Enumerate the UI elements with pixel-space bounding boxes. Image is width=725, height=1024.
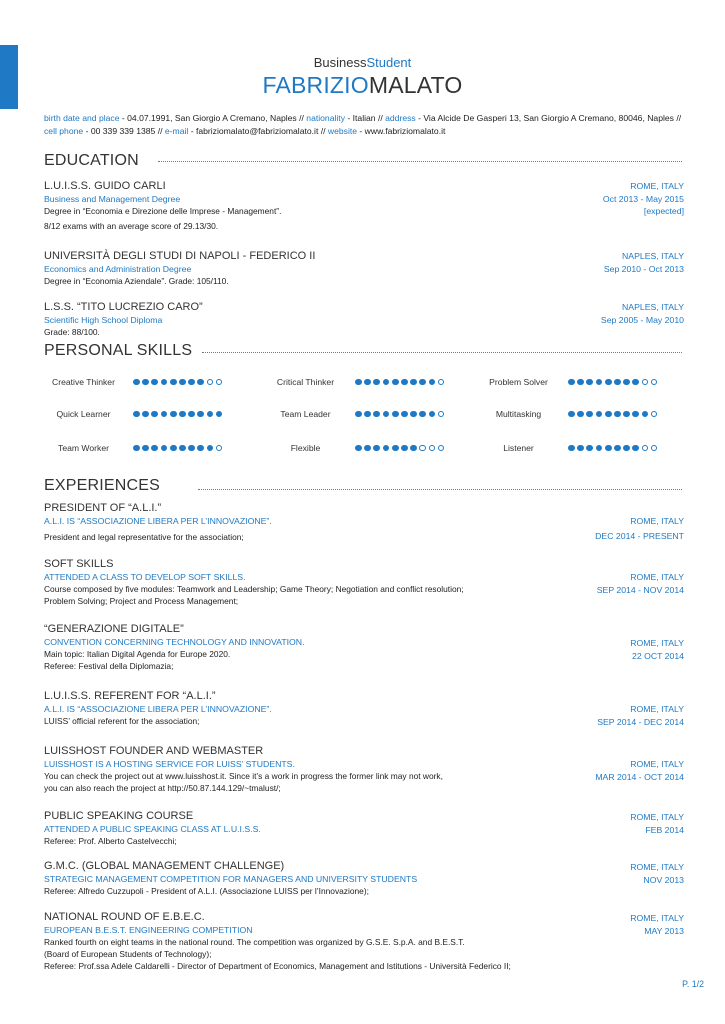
rating-dot-filled: [401, 445, 408, 452]
experience-title: PUBLIC SPEAKING COURSE: [44, 810, 194, 822]
experience-title: SOFT SKILLS: [44, 558, 114, 570]
skill-row: [258, 443, 444, 453]
entry-location: ROME, ITALY: [630, 516, 684, 526]
rating-dot-empty: [438, 379, 445, 386]
rating-dot-empty: [207, 379, 214, 386]
entry-location: ROME, ITALY: [630, 638, 684, 648]
section-divider: [198, 489, 682, 490]
rating-dot-filled: [355, 379, 362, 386]
rating-dot-empty: [438, 411, 445, 418]
entry-description: Problem Solving; Project and Process Management;: [44, 596, 239, 606]
rating-dot-filled: [179, 411, 186, 418]
experience-subtitle: A.L.I. IS “ASSOCIAZIONE LIBERA PER L’INNOVAZIONE”.: [44, 704, 272, 714]
rating-dot-empty: [216, 379, 223, 386]
rating-dot-filled: [419, 411, 426, 418]
rating-dot-filled: [133, 411, 140, 418]
header: [0, 55, 725, 99]
institution-name: L.U.I.S.S. GUIDO CARLI: [44, 180, 166, 192]
experience-subtitle: A.L.I. IS “ASSOCIAZIONE LIBERA PER L’INNOVAZIONE”.: [44, 516, 272, 526]
rating-dot-filled: [179, 445, 186, 452]
experience-title: PRESIDENT OF “A.L.I.”: [44, 502, 162, 514]
experience-title: LUISSHOST FOUNDER AND WEBMASTER: [44, 745, 264, 757]
rating-dot-filled: [614, 445, 621, 452]
entry-dates: Sep 2010 - Oct 2013: [603, 263, 684, 274]
rating-dot-filled: [596, 445, 603, 452]
page-number: P. 1/2: [682, 979, 704, 989]
experience-entry: [44, 810, 684, 847]
experience-entry: [44, 911, 684, 972]
rating-dot-filled: [577, 411, 584, 418]
entry-dates: 22 OCT 2014: [632, 650, 684, 661]
rating-dot-filled: [207, 411, 214, 418]
experience-subtitle: ATTENDED A CLASS TO DEVELOP SOFT SKILLS.: [44, 572, 246, 582]
rating-dot-filled: [568, 411, 575, 418]
skill-label: Listener: [503, 443, 534, 453]
skill-row: [258, 377, 444, 387]
phone-label: cell phone: [44, 126, 84, 136]
experience-title: NATIONAL ROUND OF E.B.E.C.: [44, 911, 205, 923]
rating-dot-filled: [392, 445, 399, 452]
entry-description: Referee: Festival della Diplomazia;: [44, 661, 174, 671]
nationality-label: nationality: [306, 113, 345, 123]
entry-dates: MAY 2013: [644, 925, 684, 936]
rating-dot-filled: [373, 445, 380, 452]
rating-dot-filled: [170, 379, 177, 386]
rating-dot-filled: [188, 379, 195, 386]
rating-dot-filled: [632, 379, 639, 386]
skill-rating: [568, 411, 657, 418]
rating-dot-filled: [642, 411, 649, 418]
rating-dot-empty: [419, 445, 426, 452]
entry-dates: NOV 2013: [643, 874, 684, 885]
rating-dot-filled: [355, 445, 362, 452]
entry-meta: [534, 758, 684, 783]
entry-meta: [534, 703, 684, 728]
entry-dates: FEB 2014: [645, 824, 684, 835]
rating-dot-filled: [197, 445, 204, 452]
rating-dot-filled: [429, 379, 436, 386]
skill-label: Team Worker: [58, 443, 109, 453]
rating-dot-filled: [161, 445, 168, 452]
degree-name: Business and Management Degree: [44, 194, 181, 204]
entry-description: Referee: Prof.ssa Adele Caldarelli - Director of Department of Economics, Management and Istitutions - Università Federico II;: [44, 961, 511, 971]
skills-heading: PERSONAL SKILLS: [44, 342, 193, 359]
rating-dot-filled: [596, 411, 603, 418]
entry-description: 8/12 exams with an average score of 29.13/30.: [44, 221, 219, 231]
experience-subtitle: CONVENTION CONCERNING TECHNOLOGY AND INNOVATION.: [44, 637, 305, 647]
rating-dot-filled: [151, 379, 158, 386]
entry-meta: [534, 912, 684, 937]
entry-dates: SEP 2014 - NOV 2014: [596, 584, 684, 595]
website-value[interactable]: - www.fabriziomalato.it: [357, 126, 446, 136]
skill-rating: [355, 411, 444, 418]
rating-dot-filled: [170, 445, 177, 452]
rating-dot-filled: [632, 445, 639, 452]
rating-dot-filled: [605, 411, 612, 418]
degree-name: Scientific High School Diploma: [44, 315, 163, 325]
entry-location: NAPLES, ITALY: [622, 302, 684, 312]
skill-label: Critical Thinker: [276, 377, 335, 387]
entry-meta: [534, 637, 684, 662]
degree-name: Economics and Administration Degree: [44, 264, 192, 274]
rating-dot-filled: [401, 411, 408, 418]
entry-dates: Sep 2005 - May 2010: [600, 314, 684, 325]
entry-location: ROME, ITALY: [630, 181, 684, 191]
rating-dot-filled: [142, 411, 149, 418]
entry-description: Degree in “Economia e Direzione delle Imprese - Management”.: [44, 206, 282, 216]
rating-dot-filled: [373, 411, 380, 418]
skill-row: [36, 443, 222, 453]
rating-dot-filled: [586, 445, 593, 452]
institution-name: UNIVERSITÀ DEGLI STUDI DI NAPOLI - FEDERICO II: [44, 250, 316, 262]
rating-dot-empty: [651, 379, 658, 386]
skill-label: Quick Learner: [56, 409, 111, 419]
rating-dot-filled: [197, 379, 204, 386]
email-value[interactable]: - fabriziomalato@fabriziomalato.it //: [188, 126, 328, 136]
rating-dot-filled: [151, 445, 158, 452]
skill-label: Creative Thinker: [52, 377, 115, 387]
entry-meta: [534, 180, 684, 218]
skill-rating: [568, 445, 657, 452]
website-label: website: [327, 126, 358, 136]
rating-dot-empty: [651, 411, 658, 418]
skill-rating: [355, 379, 444, 386]
entry-description: LUISS’ official referent for the association;: [44, 716, 200, 726]
rating-dot-filled: [133, 379, 140, 386]
skill-label: Problem Solver: [489, 377, 548, 387]
skill-row: [471, 377, 657, 387]
skill-row: [258, 409, 444, 419]
experience-subtitle: LUISSHOST IS A HOSTING SERVICE FOR LUISS’ STUDENTS.: [44, 759, 295, 769]
contact-info: [44, 112, 684, 138]
entry-location: ROME, ITALY: [630, 759, 684, 769]
experience-entry: [44, 558, 684, 607]
rating-dot-filled: [568, 379, 575, 386]
address-label: address: [385, 113, 416, 123]
skill-label: Team Leader: [280, 409, 331, 419]
entry-location: NAPLES, ITALY: [622, 251, 684, 261]
rating-dot-filled: [188, 411, 195, 418]
experience-entry: [44, 690, 684, 727]
entry-description: Degree in “Economia Aziendale”. Grade: 105/110.: [44, 276, 229, 286]
entry-description: Course composed by five modules: Teamwork and Leadership; Game Theory; Negotiation and conflict resolution;: [44, 584, 464, 594]
address-value: - Via Alcide De Gasperi 13, San Giorgio A Cremano, 80046, Naples //: [415, 113, 682, 123]
entry-description: Grade: 88/100.: [44, 327, 100, 337]
entry-description: (Board of European Students of Technology);: [44, 949, 212, 959]
rating-dot-filled: [133, 445, 140, 452]
skill-row: [471, 443, 657, 453]
rating-dot-empty: [651, 445, 658, 452]
nationality-value: - Italian //: [345, 113, 386, 123]
rating-dot-filled: [364, 445, 371, 452]
skill-row: [471, 409, 657, 419]
rating-dot-filled: [586, 411, 593, 418]
entry-location: ROME, ITALY: [630, 572, 684, 582]
entry-description: President and legal representative for the association;: [44, 532, 244, 542]
rating-dot-filled: [392, 411, 399, 418]
entry-meta: [534, 301, 684, 326]
rating-dot-empty: [216, 445, 223, 452]
entry-meta: [534, 514, 684, 544]
entry-meta: [534, 250, 684, 275]
entry-description: You can check the project out at www.luisshost.it. Since it’s a work in progress the former link may not work,: [44, 771, 443, 781]
rating-dot-filled: [568, 445, 575, 452]
rating-dot-filled: [419, 379, 426, 386]
rating-dot-filled: [632, 411, 639, 418]
entry-location: ROME, ITALY: [630, 913, 684, 923]
rating-dot-filled: [179, 379, 186, 386]
birth-value: - 04.07.1991, San Giorgio A Cremano, Naples //: [119, 113, 307, 123]
rating-dot-filled: [429, 411, 436, 418]
experience-subtitle: EUROPEAN B.E.S.T. ENGINEERING COMPETITION: [44, 925, 253, 935]
rating-dot-empty: [429, 445, 436, 452]
experience-subtitle: ATTENDED A PUBLIC SPEAKING CLASS AT L.U.I.S.S.: [44, 824, 261, 834]
entry-location: ROME, ITALY: [630, 862, 684, 872]
rating-dot-empty: [438, 445, 445, 452]
experience-title: G.M.C. (GLOBAL MANAGEMENT CHALLENGE): [44, 860, 285, 872]
rating-dot-filled: [373, 379, 380, 386]
rating-dot-filled: [401, 379, 408, 386]
skill-rating: [133, 379, 222, 386]
rating-dot-empty: [642, 379, 649, 386]
rating-dot-empty: [642, 445, 649, 452]
candidate-name: FABRIZIOMALATO: [262, 72, 463, 98]
experience-entry: [44, 860, 684, 897]
skill-rating: [133, 411, 222, 418]
rating-dot-filled: [392, 379, 399, 386]
entry-meta: [534, 571, 684, 596]
skill-rating: [133, 445, 222, 452]
rating-dot-filled: [364, 379, 371, 386]
entry-meta: [534, 811, 684, 836]
entry-dates: Oct 2013 - May 2015: [602, 193, 684, 204]
birth-label: birth date and place: [44, 113, 120, 123]
entry-description: Referee: Prof. Alberto Castelvecchi;: [44, 836, 177, 846]
education-entry: [44, 301, 684, 338]
experience-title: L.U.I.S.S. REFERENT FOR “A.L.I.”: [44, 690, 216, 702]
rating-dot-filled: [586, 379, 593, 386]
institution-name: L.S.S. “TITO LUCREZIO CARO”: [44, 301, 203, 313]
skill-label: Multitasking: [495, 409, 542, 419]
experience-entry: [44, 502, 684, 543]
rating-dot-filled: [170, 411, 177, 418]
section-divider: [158, 161, 682, 162]
rating-dot-filled: [623, 411, 630, 418]
entry-location: ROME, ITALY: [630, 704, 684, 714]
entry-dates: DEC 2014 - PRESENT: [595, 531, 684, 541]
rating-dot-filled: [577, 379, 584, 386]
experience-entry: [44, 745, 684, 794]
rating-dot-filled: [410, 445, 417, 452]
rating-dot-filled: [383, 379, 390, 386]
rating-dot-filled: [614, 411, 621, 418]
entry-location: ROME, ITALY: [630, 812, 684, 822]
entry-description: Referee: Alfredo Cuzzupoli - President of A.L.I. (Associazione LUISS per l’Innovazione);: [44, 886, 369, 896]
skill-label: Flexible: [290, 443, 321, 453]
skill-rating: [568, 379, 657, 386]
skill-rating: [355, 445, 444, 452]
experiences-heading: EXPERIENCES: [44, 477, 161, 494]
rating-dot-filled: [355, 411, 362, 418]
rating-dot-filled: [216, 411, 223, 418]
rating-dot-filled: [197, 411, 204, 418]
education-entry: [44, 180, 684, 232]
section-divider: [202, 352, 682, 353]
rating-dot-filled: [161, 379, 168, 386]
rating-dot-filled: [596, 379, 603, 386]
education-entry: [44, 250, 684, 287]
rating-dot-filled: [410, 379, 417, 386]
experience-subtitle: STRATEGIC MANAGEMENT COMPETITION FOR MANAGERS AND UNIVERSITY STUDENTS: [44, 874, 418, 884]
entry-note: [expected]: [643, 206, 684, 216]
entry-dates: SEP 2014 - DEC 2014: [597, 716, 684, 727]
rating-dot-filled: [623, 379, 630, 386]
rating-dot-filled: [577, 445, 584, 452]
rating-dot-filled: [364, 411, 371, 418]
skill-row: [36, 409, 222, 419]
skill-row: [36, 377, 222, 387]
rating-dot-filled: [188, 445, 195, 452]
rating-dot-filled: [142, 445, 149, 452]
entry-description: Ranked fourth on eight teams in the national round. The competition was organized by G.S.E. S.p.A. and B.E.S.T.: [44, 937, 465, 947]
rating-dot-filled: [142, 379, 149, 386]
rating-dot-filled: [207, 445, 214, 452]
entry-description: you can also reach the project at http://50.87.144.129/~tmalust/;: [44, 783, 281, 793]
rating-dot-filled: [605, 379, 612, 386]
entry-dates: MAR 2014 - OCT 2014: [595, 771, 684, 782]
experience-title: “GENERAZIONE DIGITALE”: [44, 623, 184, 635]
job-title: BusinessStudent: [313, 55, 412, 70]
rating-dot-filled: [383, 445, 390, 452]
rating-dot-filled: [605, 445, 612, 452]
rating-dot-filled: [410, 411, 417, 418]
entry-meta: [534, 861, 684, 886]
rating-dot-filled: [623, 445, 630, 452]
rating-dot-filled: [383, 411, 390, 418]
rating-dot-filled: [151, 411, 158, 418]
rating-dot-filled: [614, 379, 621, 386]
education-heading: EDUCATION: [44, 152, 139, 169]
rating-dot-filled: [161, 411, 168, 418]
phone-value: - 00 339 339 1385 //: [83, 126, 165, 136]
experience-entry: [44, 623, 684, 672]
entry-description: Main topic: Italian Digital Agenda for Europe 2020.: [44, 649, 231, 659]
email-label: e-mail: [164, 126, 189, 136]
